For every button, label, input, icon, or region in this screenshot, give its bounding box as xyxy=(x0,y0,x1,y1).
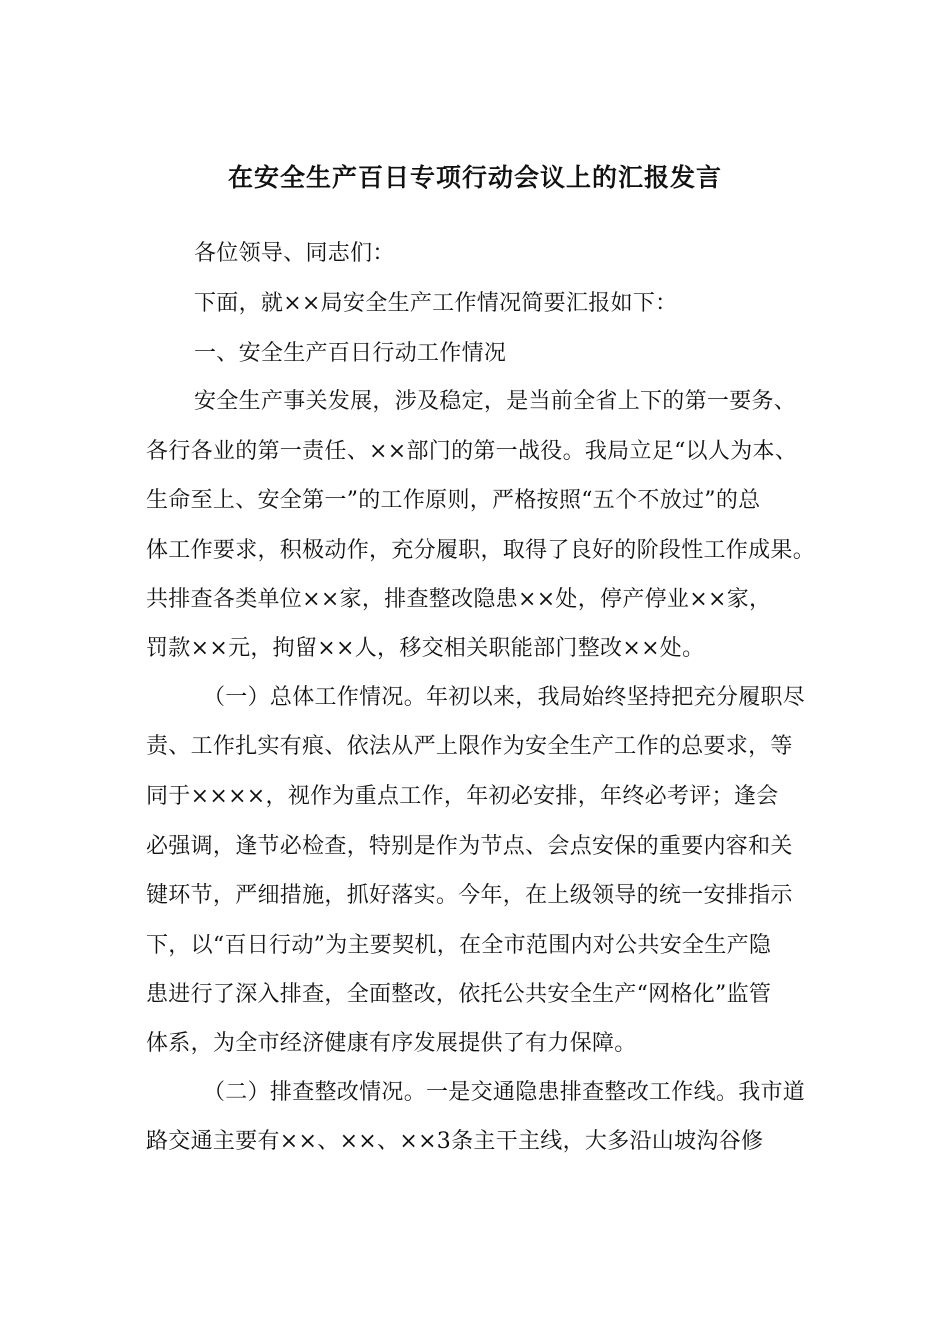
paragraph-line: 患进行了深入排查，全面整改，依托公共安全生产“网格化”监管 xyxy=(146,982,772,1007)
paragraph-line: 各行各业的第一责任、××部门的第一战役。我局立足“以人为本、 xyxy=(146,439,798,464)
paragraph-line: 罚款××元，拘留××人，移交相关职能部门整改××处。 xyxy=(146,636,705,661)
paragraph-line: 同于××××，视作为重点工作，年初必安排，年终必考评；逢会 xyxy=(146,784,779,809)
paragraph-line: 共排查各类单位××家，排查整改隐患××处，停产停业××家， xyxy=(146,587,772,612)
paragraph-line: 下面，就××局安全生产工作情况简要汇报如下： xyxy=(194,291,678,316)
paragraph-line: 必强调，逢节必检查，特别是作为节点、会点安保的重要内容和关 xyxy=(146,834,793,859)
paragraph-line: 安全生产事关发展，涉及稳定，是当前全省上下的第一要务、 xyxy=(194,389,797,414)
paragraph-line: （一）总体工作情况。年初以来，我局始终坚持把充分履职尽 xyxy=(203,685,806,710)
paragraph-line: 责、工作扎实有痕、依法从严上限作为安全生产工作的总要求，等 xyxy=(146,734,793,759)
paragraph-line: 各位领导、同志们： xyxy=(194,241,395,266)
section-heading: 一、安全生产百日行动工作情况 xyxy=(194,341,507,366)
paragraph-line: 生命至上、安全第一”的工作原则，严格按照“五个不放过”的总 xyxy=(146,488,761,513)
paragraph-line: 体工作要求，积极动作，充分履职，取得了良好的阶段性工作成果。 xyxy=(146,538,816,563)
paragraph-line: （二）排查整改情况。一是交通隐患排查整改工作线。我市道 xyxy=(203,1080,806,1105)
paragraph-line: 体系，为全市经济健康有序发展提供了有力保障。 xyxy=(146,1031,637,1056)
paragraph-line: 路交通主要有××、××、××3条主干主线，大多沿山坡沟谷修 xyxy=(146,1129,764,1154)
document-title: 在安全生产百日专项行动会议上的汇报发言 xyxy=(227,163,722,192)
paragraph-line: 下，以“百日行动”为主要契机，在全市范围内对公共安全生产隐 xyxy=(146,933,772,958)
paragraph-line: 键环节，严细措施，抓好落实。今年，在上级领导的统一安排指示 xyxy=(146,883,793,908)
